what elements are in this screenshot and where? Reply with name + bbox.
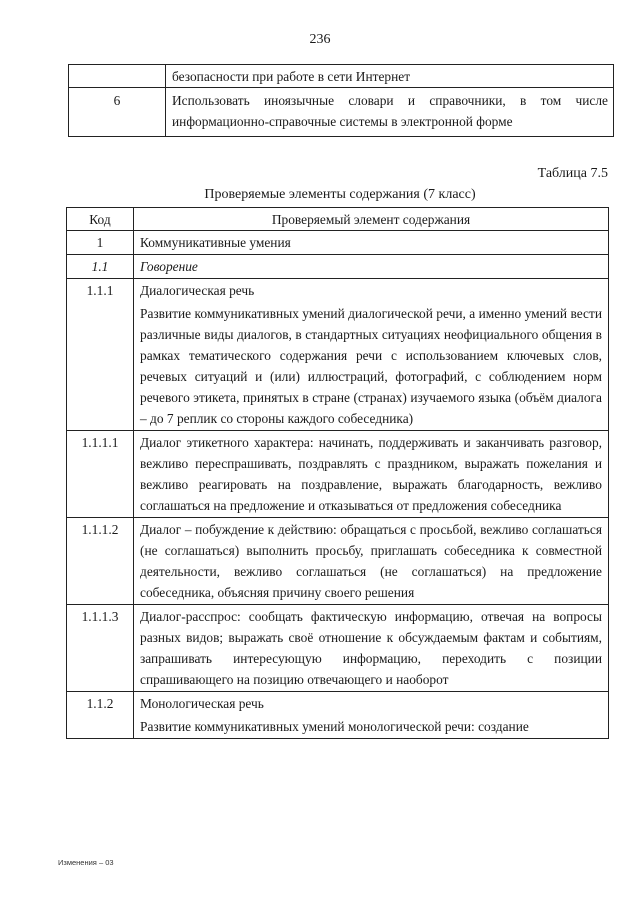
row-title: Диалогическая речь: [140, 283, 255, 298]
row-body: Диалог – побуждение к действию: обращаться с просьбой, вежливо соглашаться (не соглашаться) выполнить просьбу, приглашать собеседника к совместной деятельности, вежливо соглашаться (не соглашаться) на предложение собеседника, объясняя причину своего решения: [134, 518, 609, 605]
row-cell: [134, 692, 609, 739]
row-code: 1.1.1: [67, 279, 134, 431]
row-code: 1.1: [67, 255, 134, 279]
table-row: [69, 88, 614, 137]
row-code: 1.1.1.3: [67, 605, 134, 692]
table-row: [69, 65, 614, 88]
row-title: Говорение: [134, 255, 609, 279]
content-elements-table: [66, 207, 609, 739]
row-text: безопасности при работе в сети Интернет: [166, 65, 614, 88]
row-text: Использовать иноязычные словари и справочники, в том числе информационно-справочные системы в электронной форме: [166, 88, 614, 137]
row-code: 1.1.1.1: [67, 431, 134, 518]
table-row: [67, 279, 609, 431]
row-body: Диалог-расспрос: сообщать фактическую информацию, отвечая на вопросы разных видов; выражать своё отношение к обсуждаемым фактам и событиям, запрашивать интересующую информацию, переходить с позиции спрашивающего на позицию отвечающего и наоборот: [134, 605, 609, 692]
table-row: [67, 431, 609, 518]
table-row: [67, 518, 609, 605]
row-body: Диалог этикетного характера: начинать, поддерживать и заканчивать разговор, вежливо переспрашивать, поздравлять с праздником, выражать пожелания и вежливо реагировать на поздравление, выражать благодарность, вежливо соглашаться на предложение и отказываться от предложения собеседника: [134, 431, 609, 518]
row-code: [69, 65, 166, 88]
table-title: Проверяемые элементы содержания (7 класс): [204, 187, 476, 202]
table-row: [67, 231, 609, 255]
row-body: Развитие коммуникативных умений монологической речи: создание: [140, 719, 529, 734]
continuation-table: [68, 64, 614, 137]
row-cell: [134, 279, 609, 431]
row-title: Коммуникативные умения: [134, 231, 609, 255]
row-code: 1.1.1.2: [67, 518, 134, 605]
header-element: Проверяемый элемент содержания: [134, 208, 609, 231]
row-code: 1: [67, 231, 134, 255]
row-body: Развитие коммуникативных умений диалогической речи, а именно умений вести различные виды диалогов, в стандартных ситуациях неофициального общения в рамках тематического содержания речи с использованием ключевых слов, речевых ситуаций и (или) иллюстраций, фотографий, с соблюдением норм речевого этикета, принятых в стране (странах) изучаемого языка (объём диалога – до 7 реплик со стороны каждого собеседника): [140, 306, 602, 426]
table-row: [67, 605, 609, 692]
table-row: [67, 692, 609, 739]
footer-revision: Изменения – 03: [58, 858, 114, 867]
row-code: 6: [69, 88, 166, 137]
row-title: Монологическая речь: [140, 696, 264, 711]
table-row: [67, 255, 609, 279]
header-code: Код: [67, 208, 134, 231]
row-code: 1.1.2: [67, 692, 134, 739]
table-label: Таблица 7.5: [537, 166, 608, 181]
page-number: 236: [309, 32, 331, 47]
table-header-row: [67, 208, 609, 231]
